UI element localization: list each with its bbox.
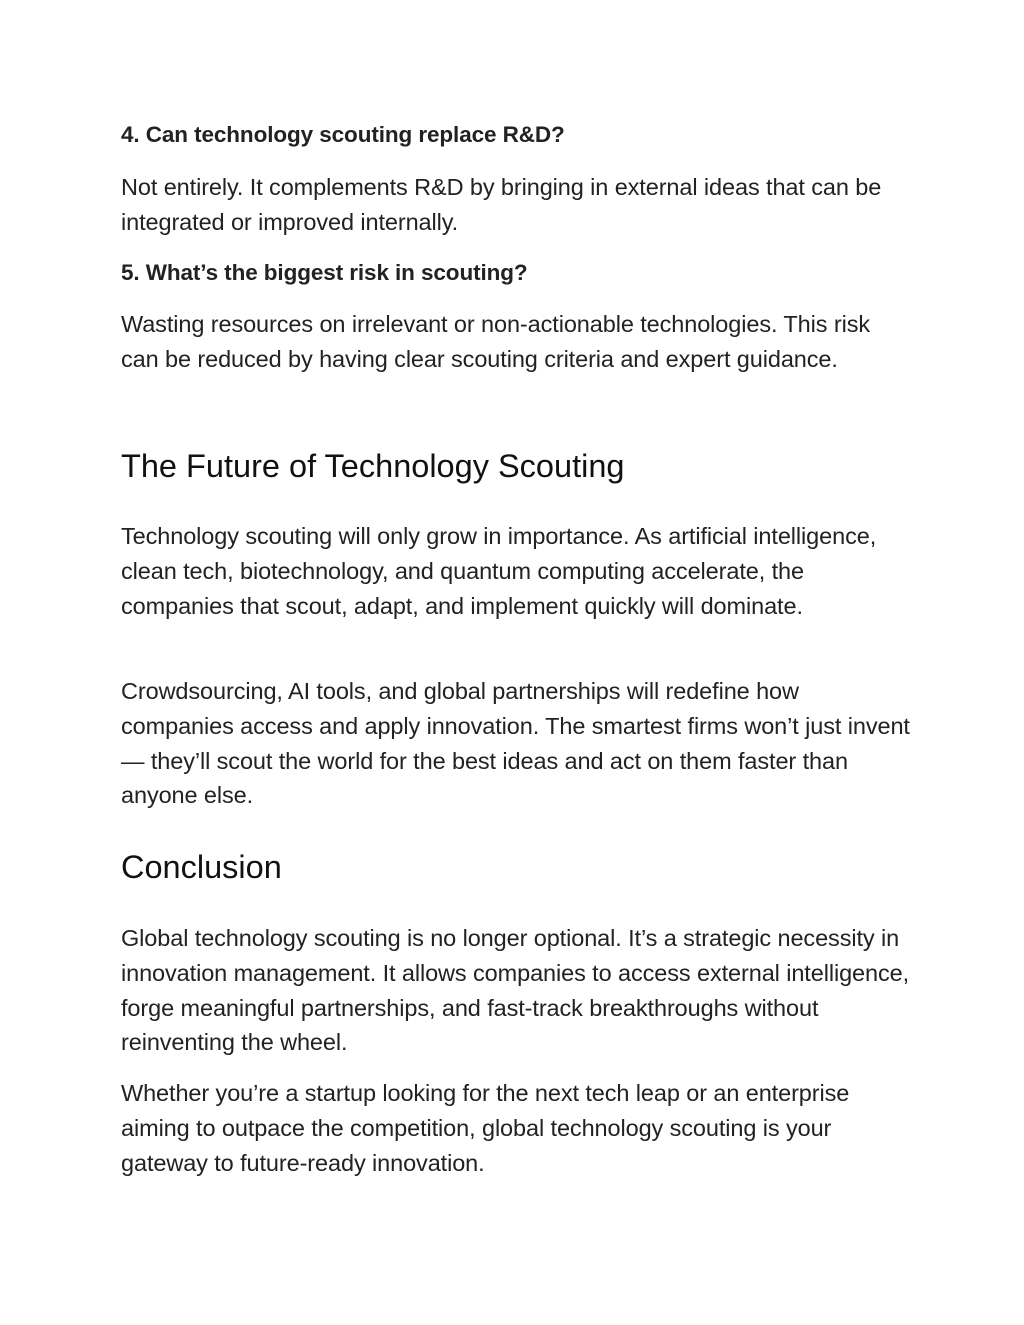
faq-answer-4: Not entirely. It complements R&D by bringing in external ideas that can be integrated or improved internally. — [121, 174, 882, 235]
future-section-heading: The Future of Technology Scouting — [121, 448, 625, 484]
faq-answer-5: Wasting resources on irrelevant or non-actionable technologies. This risk can be reduced by having clear scouting criteria and expert guidance. — [121, 311, 870, 372]
conclusion-paragraph-2: Whether you’re a startup looking for the next tech leap or an enterprise aiming to outpace the competition, global technology scouting is your gateway to future-ready innovation. — [121, 1080, 850, 1176]
conclusion-paragraph-1: Global technology scouting is no longer optional. It’s a strategic necessity in innovation management. It allows companies to access external intelligence, forge meaningful partnerships, and fast-track breakthroughs without reinventing the wheel. — [121, 925, 910, 1056]
future-paragraph-1: Technology scouting will only grow in importance. As artificial intelligence, clean tech, biotechnology, and quantum computing accelerate, the companies that scout, adapt, and implement quickly will dominate. — [121, 523, 877, 619]
faq-question-4: 4. Can technology scouting replace R&D? — [121, 122, 565, 147]
future-paragraph-2: Crowdsourcing, AI tools, and global partnerships will redefine how companies access and apply innovation. The smartest firms won’t just invent — they’ll scout the world for the best ideas and act on them faster than anyone else. — [121, 678, 910, 809]
conclusion-heading: Conclusion — [121, 849, 282, 885]
faq-question-5: 5. What’s the biggest risk in scouting? — [121, 260, 528, 285]
